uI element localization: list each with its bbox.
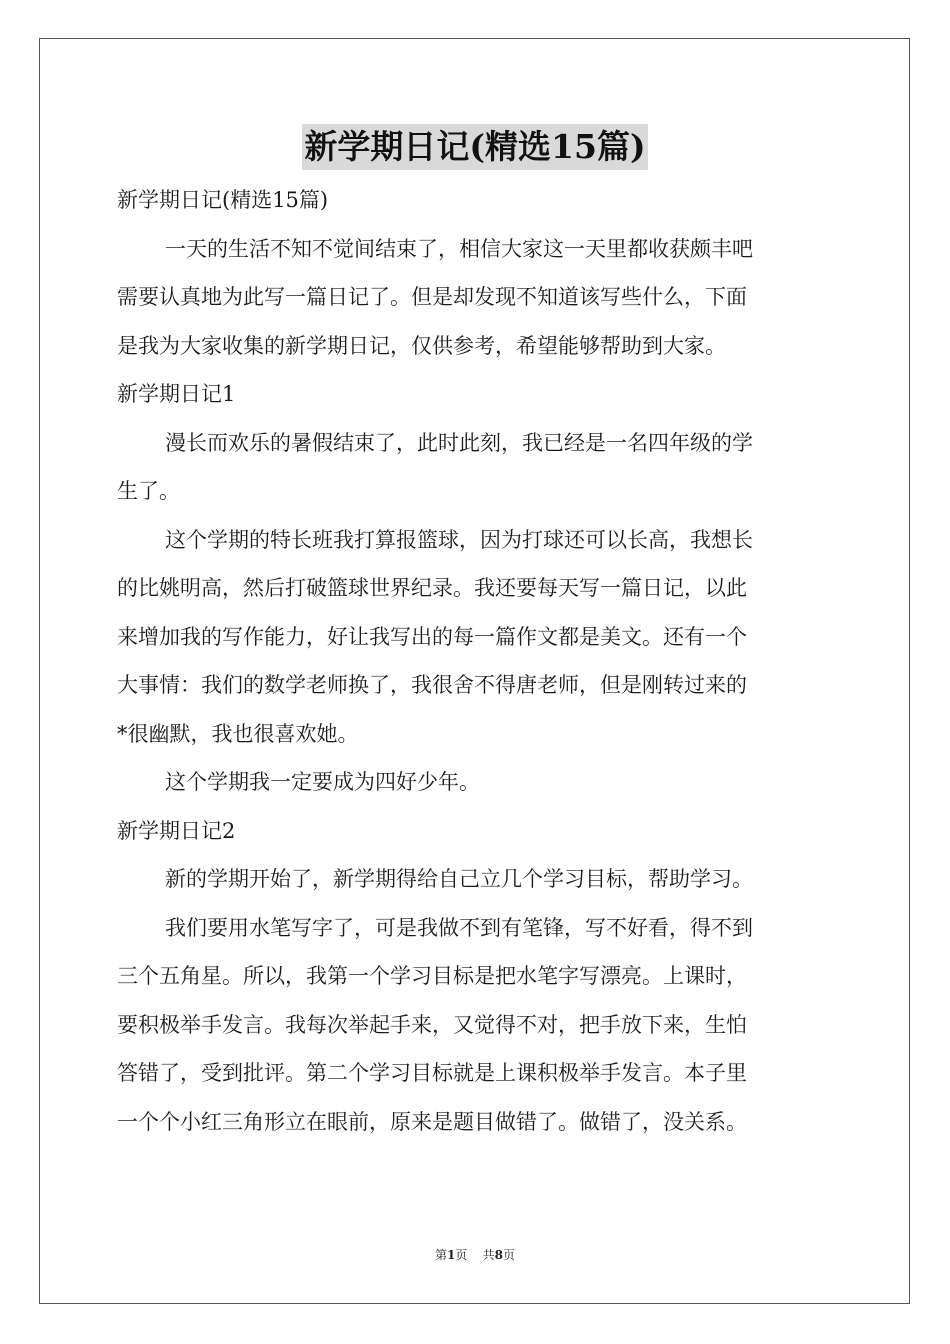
- text-line: 生了。: [117, 479, 180, 503]
- text-line: 漫长而欢乐的暑假结束了，此时此刻，我已经是一名四年级的学: [165, 430, 753, 455]
- document-title: 新学期日记(精选15篇): [302, 124, 647, 170]
- footer-page-total: 8: [494, 1248, 503, 1262]
- title-area: [0, 124, 950, 170]
- text-line: 的比姚明高，然后打破篮球世界纪录。我还要每天写一篇日记，以此: [117, 576, 747, 600]
- text-line: 我们要用水笔写字了，可是我做不到有笔锋，写不好看，得不到: [165, 915, 753, 940]
- footer-page-current: 1: [446, 1248, 456, 1262]
- footer-total-prefix: 共: [482, 1248, 495, 1262]
- text-line: 这个学期我一定要成为四好少年。: [165, 770, 480, 794]
- page-footer: [0, 1246, 950, 1264]
- text-line: 新学期日记1: [117, 382, 236, 406]
- text-line: 答错了，受到批评。第二个学习目标就是上课积极举手发言。本子里: [117, 1061, 747, 1085]
- text-line: 新的学期开始了，新学期得给自己立几个学习目标，帮助学习。: [165, 867, 753, 891]
- text-line: 一个个小红三角形立在眼前，原来是题目做错了。做错了，没关系。: [117, 1109, 747, 1134]
- text-line: *很幽默，我也很喜欢她。: [117, 721, 359, 746]
- document-body: [117, 176, 833, 1146]
- text-line: 新学期日记2: [117, 818, 236, 843]
- text-line: 需要认真地为此写一篇日记了。但是却发现不知道该写些什么，下面: [117, 285, 747, 309]
- text-line: 是我为大家收集的新学期日记，仅供参考，希望能够帮助到大家。: [117, 333, 726, 358]
- text-line: 大事情：我们的数学老师换了，我很舍不得唐老师，但是刚转过来的: [117, 673, 747, 697]
- footer-page-prefix: 第: [434, 1248, 447, 1262]
- text-line: 这个学期的特长班我打算报篮球，因为打球还可以长高，我想长: [165, 527, 753, 552]
- text-line: 来增加我的写作能力，好让我写出的每一篇作文都是美文。还有一个: [117, 624, 747, 649]
- text-line: 要积极举手发言。我每次举起手来，又觉得不对，把手放下来，生怕: [117, 1012, 747, 1037]
- footer-page-suffix: 页: [455, 1248, 468, 1262]
- footer-total-suffix: 页: [503, 1248, 516, 1262]
- text-line: 新学期日记(精选15篇): [117, 188, 329, 212]
- text-line: 一天的生活不知不觉间结束了，相信大家这一天里都收获颇丰吧: [165, 236, 753, 261]
- text-line: 三个五角星。所以，我第一个学习目标是把水笔字写漂亮。上课时，: [117, 964, 747, 988]
